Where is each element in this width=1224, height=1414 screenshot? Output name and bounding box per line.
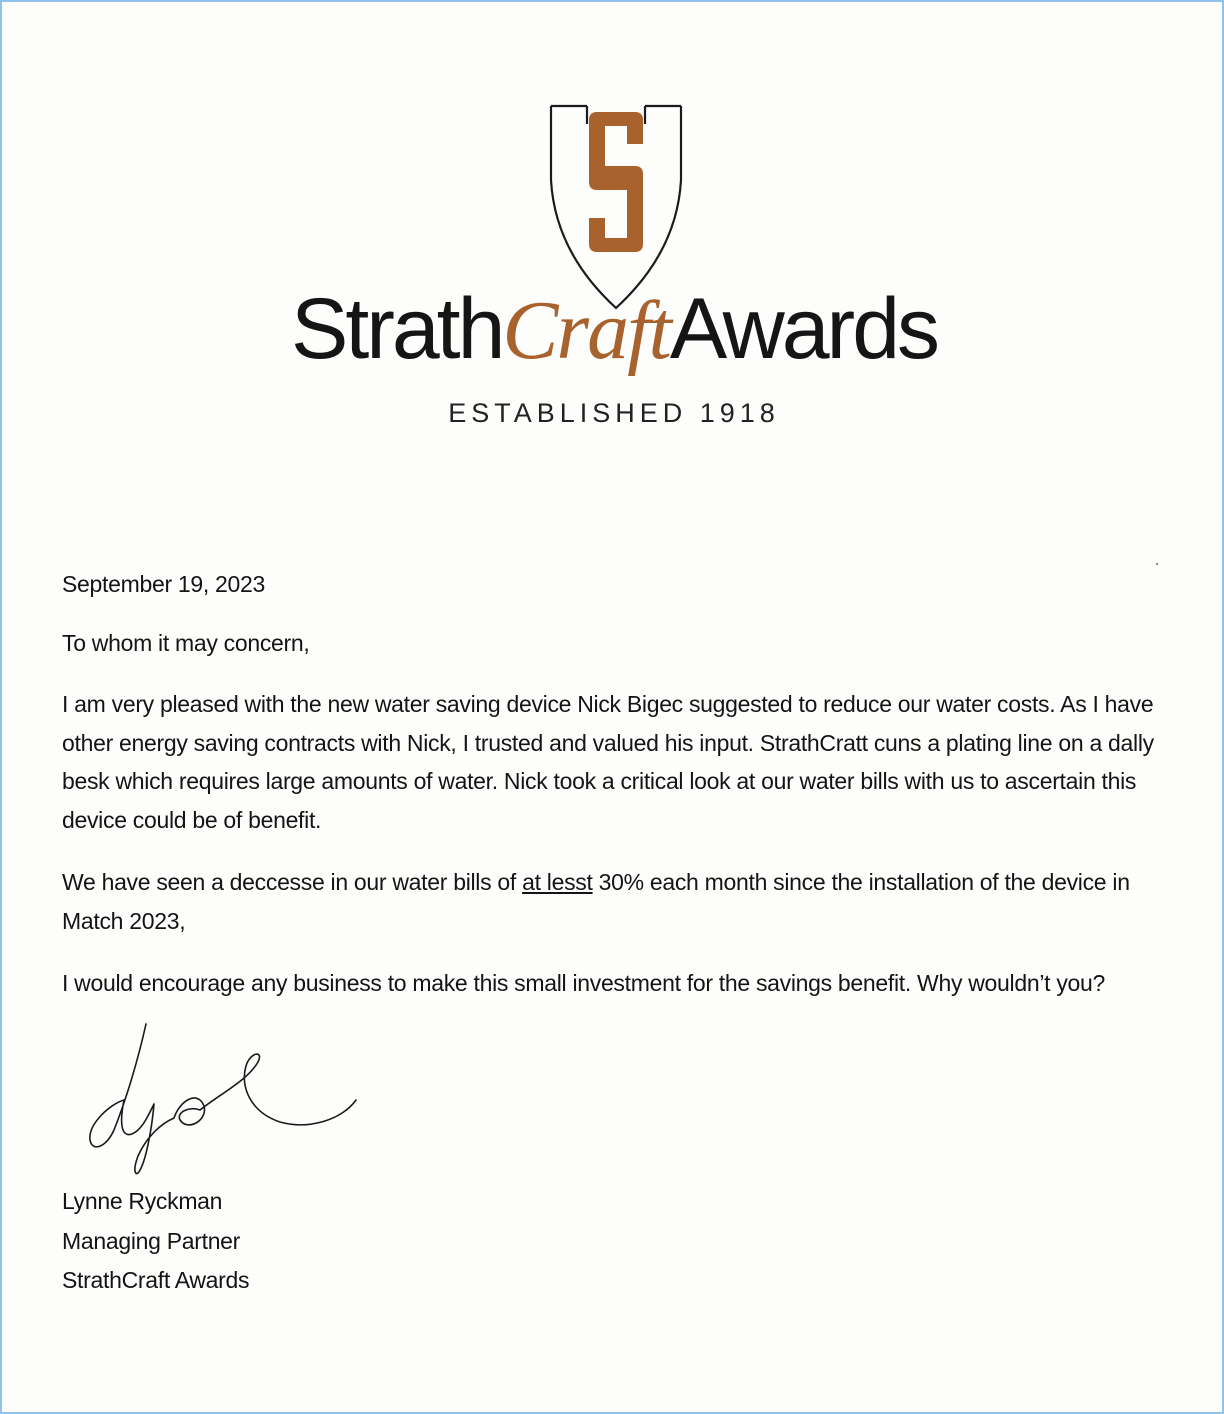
signer-company: StrathCraft Awards bbox=[62, 1267, 250, 1293]
brand-wordmark bbox=[2, 274, 1224, 386]
paragraph-text: I am very pleased with the new water saving device Nick Bigec suggested to reduce our water costs. As I have other energy saving contracts with Nick, I trusted and valued his input. StrathCratt cuns a plating line on a dally besk which requires large amounts of water. Nick took a critical look at our water bills with us to ascertain this device could be of benefit. bbox=[62, 691, 1154, 833]
letter-paragraph-1 bbox=[62, 685, 1172, 839]
handwritten-signature bbox=[80, 1020, 370, 1180]
paragraph-2-after: 30% each month since the installation of the device in Match 2023, bbox=[62, 869, 1130, 934]
signature-block bbox=[62, 1182, 249, 1301]
signer-name: Lynne Ryckman bbox=[62, 1188, 223, 1214]
brand-wordmark-awards: Awards bbox=[669, 281, 938, 377]
paragraph-2-before: We have seen a deccesse in our water bills of bbox=[62, 869, 523, 895]
paragraph-text bbox=[62, 863, 1172, 940]
established-tagline: ESTABLISHED 1918 bbox=[448, 398, 780, 428]
letter-salutation: To whom it may concern, bbox=[62, 630, 310, 656]
paragraph-2-underlined: at lesst bbox=[522, 869, 593, 895]
letter-date: September 19, 2023 bbox=[62, 571, 266, 597]
paragraph-text: I would encourage any business to make this small investment for the savings benefit. Why wouldn’t you? bbox=[62, 970, 1105, 996]
signer-title: Managing Partner bbox=[62, 1227, 241, 1254]
brand-wordmark-strath: Strath bbox=[290, 281, 503, 377]
letter-paragraph-2 bbox=[62, 863, 1172, 940]
letter-paragraph-3 bbox=[62, 964, 1172, 1003]
brand-wordmark-craft: Craft bbox=[502, 284, 670, 377]
